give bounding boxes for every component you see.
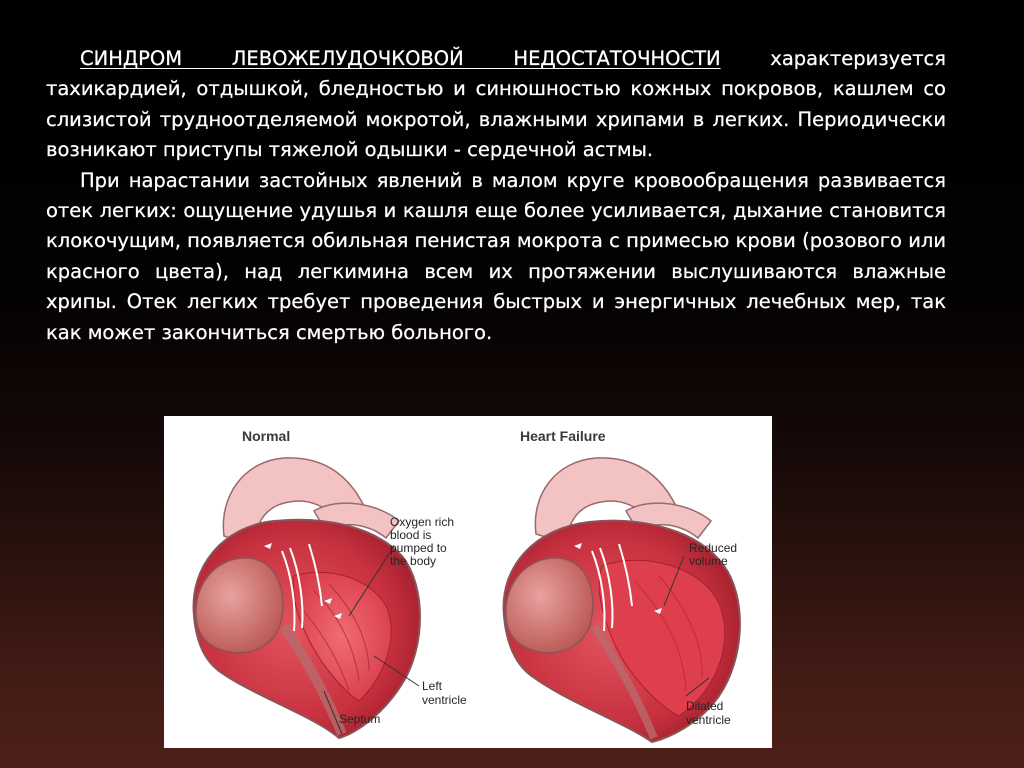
heart-diagram-figure bbox=[164, 416, 772, 748]
syndrome-term: СИНДРОМ ЛЕВОЖЕЛУДОЧКОВОЙ НЕДОСТАТОЧНОСТИ bbox=[80, 47, 721, 70]
normal-heart bbox=[194, 458, 420, 738]
label-line: Dilated bbox=[686, 699, 724, 713]
paragraph-1 bbox=[46, 44, 946, 166]
label-oxygen-rich-blood bbox=[390, 515, 454, 568]
label-dilated-ventricle bbox=[686, 699, 731, 727]
label-line: the body bbox=[390, 554, 437, 568]
label-line: ventricle bbox=[686, 713, 731, 727]
label-septum: Septum bbox=[339, 712, 381, 726]
label-line: Reduced bbox=[689, 541, 738, 555]
label-line: blood is bbox=[390, 528, 432, 542]
heart-diagram bbox=[164, 416, 772, 748]
failure-title: Heart Failure bbox=[520, 428, 606, 444]
label-left-ventricle bbox=[422, 679, 467, 707]
paragraph-2-body: При нарастании застойных явлений в малом круге кровообращения развивается отек легких: ощущение удушья и кашля еще более усиливается, дыхание становится клокочущим, появляется обильная пенистая мокрота с примесью крови (розового или красного цвета), над легкимина всем их протяжении выслушиваются влажные хрипы. Отек легких требует проведения быстрых и энергичных лечебных мер, так как может закончиться смертью больного. bbox=[46, 168, 946, 344]
label-reduced-volume bbox=[689, 541, 737, 568]
label-line: ventricle bbox=[422, 693, 467, 707]
label-line: Left bbox=[422, 679, 443, 693]
normal-title: Normal bbox=[242, 428, 291, 444]
slide-text bbox=[46, 44, 946, 348]
paragraph-1-body: характеризуется тахикардией, отдышкой, бледностью и синюшностью кожных покровов, кашлем со слизистой трудноотделяемой мокротой, влажными хрипами в легких. Периодически возникают приступы тяжелой одышки - сердечной астмы. bbox=[46, 47, 947, 162]
label-line: volume bbox=[689, 554, 728, 568]
label-line: Oxygen rich bbox=[390, 515, 455, 529]
label-line: pumped to bbox=[390, 541, 447, 555]
paragraph-2 bbox=[46, 166, 946, 348]
